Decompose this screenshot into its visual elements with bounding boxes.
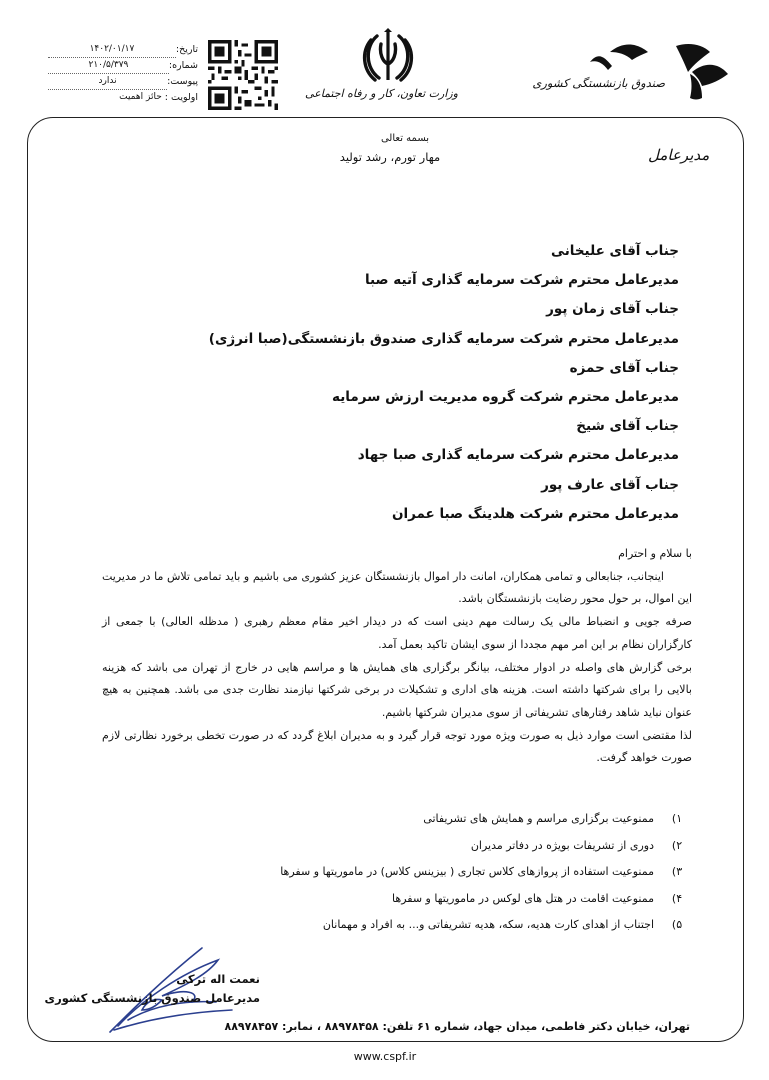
list-item — [102, 806, 692, 833]
addressee-line: مدیرعامل محترم شرکت سرمایه گذاری صبا جهاد — [357, 447, 679, 464]
item-text: ممنوعیت اقامت در هتل های لوکس در ماموریتها و سفرها — [392, 891, 654, 905]
addressee-line: مدیرعامل محترم شرکت سرمایه گذاری صندوق بازنشستگی(صبا انرژی) — [208, 330, 679, 347]
qr-code-icon — [208, 40, 278, 110]
ministry-emblem — [304, 28, 458, 108]
fund-logo-icon — [532, 38, 742, 108]
bismillah: بسمه تعالی — [380, 133, 430, 144]
addressee-line: مدیرعامل محترم شرکت سرمایه گذاری آتیه صبا — [364, 272, 679, 289]
signatory-name: نعمت اله ترکی — [176, 972, 260, 986]
list-item — [102, 859, 692, 886]
item-number: ۴) — [671, 891, 683, 905]
addressee-line: جناب آقای شیخ — [576, 418, 679, 435]
number-row — [48, 58, 198, 74]
footer-address: تهران، خیابان دکتر فاطمی، میدان جهاد، شماره ۶۱ تلفن: ۸۸۹۷۸۴۵۸ ، نمابر: ۸۸۹۷۸۴۵۷ — [224, 1020, 690, 1033]
addressee-line: جناب آقای علیخانی — [551, 243, 679, 259]
addressee-line: جناب آقای حمزه — [569, 359, 679, 376]
letter-meta — [48, 42, 198, 105]
body-paragraph: لذا مقتضی است موارد ذیل به صورت ویژه مورد توجه قرار گیرد و به مدیران ابلاغ گردد که در صورت تخطی برخورد نظارتی لازم صورت خواهد گرفت. — [102, 728, 692, 765]
greeting: با سلام و احترام — [618, 547, 692, 560]
item-text: اجتناب از اهدای کارت هدیه، سکه، هدیه تشریفاتی و... به افراد و مهمانان — [322, 918, 654, 931]
item-number: ۵) — [671, 918, 683, 931]
item-text: دوری از تشریفات بویژه در دفاتر مدیران — [470, 838, 654, 852]
list-item — [102, 886, 692, 913]
item-text: ممنوعیت استفاده از پروازهای کلاس تجاری ( بیزینس کلاس) در ماموریتها و سفرها — [280, 865, 654, 878]
ministry-name: وزارت تعاون، کار و رفاه اجتماعی — [304, 87, 458, 100]
attachment-label: پیوست: — [167, 76, 198, 87]
addressee-line: جناب آقای زمان پور — [546, 301, 679, 318]
sender-title: مدیرعامل — [648, 146, 710, 164]
addressee-list — [208, 237, 679, 529]
directive-list — [102, 806, 692, 939]
body-paragraph: صرفه جویی و انضباط مالی یک رسالت مهم دینی است که در دیدار اخیر مقام معظم رهبری ( مدظله العالی) با جمعی از کارگزاران نظام بر این امر مهم مجددا از سوی ایشان تاکید بعمل آمد. — [102, 615, 692, 651]
footer-website: www.cspf.ir — [353, 1050, 417, 1063]
priority-row — [48, 90, 198, 105]
attachment-row — [48, 74, 198, 90]
body-paragraph: اینجانب، جنابعالی و تمامی همکاران، امانت دار اموال بازنشستگان عزیز کشوری می باشیم و باید تمامی تلاش ما در مدیریت این اموال، بر حول محور رضایت بازنشستگان باشد. — [102, 569, 692, 606]
addressee-line: مدیرعامل محترم شرکت هلدینگ صبا عمران — [391, 505, 679, 522]
addressee-line: مدیرعامل محترم شرکت گروه مدیریت ارزش سرمایه — [332, 388, 679, 405]
date-value: ۱۴۰۲/۰۱/۱۷ — [48, 42, 176, 58]
number-value: ۲۱۰/۵/۳۷۹ — [48, 58, 169, 74]
priority-label: اولویت : — [164, 92, 198, 103]
date-label: تاریخ: — [175, 44, 198, 55]
list-item — [102, 833, 692, 860]
year-motto: مهار تورم، رشد تولید — [339, 150, 441, 164]
fund-name: صندوق بازنشستگی کشوری — [532, 76, 665, 90]
item-number: ۲) — [671, 838, 683, 852]
date-row — [48, 42, 198, 58]
priority-value: حائز اهمیت — [119, 92, 162, 102]
attachment-value: ندارد — [48, 74, 167, 90]
body-paragraph: برخی گزارش های واصله در ادوار مختلف، بیانگر برگزاری های همایش ها و مراسم هایی در خارج از تهران می باشد که هزینه بالایی را برای شرکتها داشته است. هزینه های اداری و تشکیلات در برخی شرکتها نیازمند نظارت جدی می باشد. همچنین به هیچ عنوان نباید شاهد رفتارهای تشریفاتی از سوی مدیران شرکتها باشیم. — [102, 660, 692, 719]
item-number: ۱) — [671, 812, 683, 825]
addressee-line: جناب آقای عارف پور — [541, 476, 679, 493]
item-number: ۳) — [671, 865, 683, 878]
item-text: ممنوعیت برگزاری مراسم و همایش های تشریفاتی — [423, 812, 654, 825]
number-label: شماره: — [168, 60, 198, 71]
signatory-title: مدیرعامل صندوق بازنشستگی کشوری — [44, 991, 260, 1005]
letter-body — [102, 543, 692, 770]
iran-emblem-icon — [357, 28, 419, 86]
list-item — [102, 912, 692, 939]
